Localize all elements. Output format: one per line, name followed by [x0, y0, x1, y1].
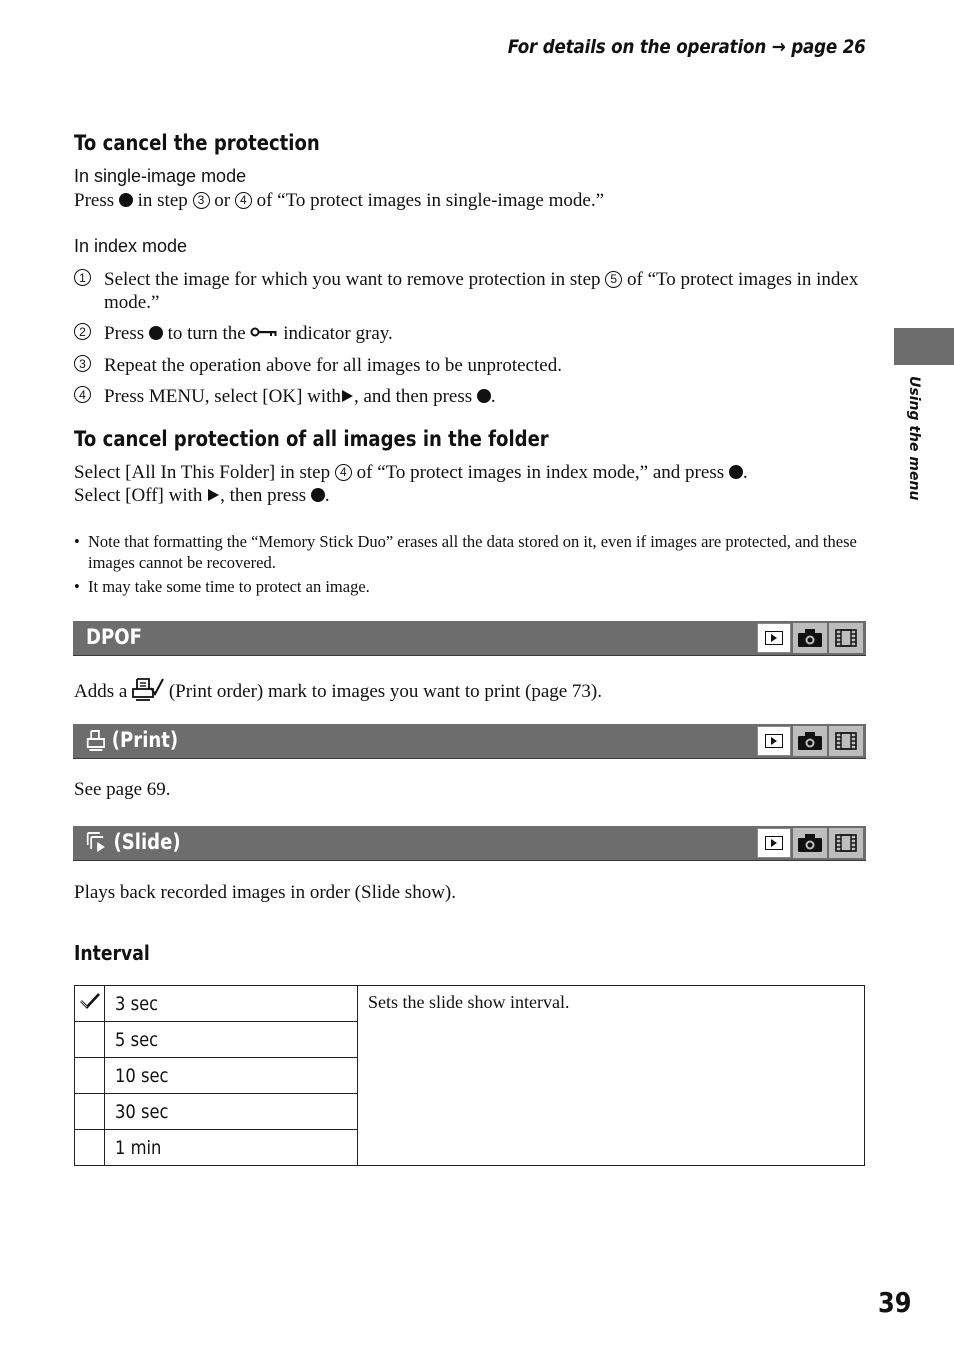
step-1: 1 Select the image for which you want to remove protection in step 5 of “To protect images in index mode.”: [74, 268, 864, 314]
cancel-all-line-2: Select [Off] with , then press .: [74, 485, 330, 506]
single-mode-text: Press in step 3 or 4 of “To protect images in single-image mode.”: [74, 190, 605, 211]
interval-option: 3 sec: [105, 986, 358, 1022]
step-number-icon: 2: [74, 323, 91, 340]
playback-mode-icon: [757, 828, 791, 858]
print-icon: [86, 729, 107, 751]
print-section-bar: [73, 724, 866, 759]
step-4: 4 Press MENU, select [OK] with , and then press .: [74, 385, 864, 408]
movie-mode-icon: [829, 828, 863, 858]
camera-mode-icon: [793, 623, 827, 653]
side-tab-marker: [894, 328, 954, 365]
step-number-icon: 3: [193, 192, 210, 209]
step-number-icon: 4: [335, 464, 352, 481]
interval-option: 5 sec: [105, 1022, 358, 1058]
playback-mode-icon: [757, 726, 791, 756]
camera-mode-icon: [793, 828, 827, 858]
default-check-cell: [75, 986, 105, 1022]
interval-option: 1 min: [105, 1130, 358, 1166]
table-row: [75, 986, 865, 1022]
page-number: 39: [878, 1286, 912, 1319]
default-check-icon: [79, 992, 101, 1010]
interval-heading: Interval: [74, 941, 150, 965]
center-button-icon: [149, 326, 163, 340]
step-number-icon: 4: [235, 192, 252, 209]
interval-table: [74, 985, 865, 1166]
center-button-icon: [477, 389, 491, 403]
slide-title: (Slide): [113, 830, 181, 854]
right-arrow-icon: [208, 489, 219, 501]
interval-option: 10 sec: [105, 1058, 358, 1094]
note-item: • It may take some time to protect an image.: [74, 577, 370, 596]
right-arrow-icon: [342, 390, 353, 402]
step-number-icon: 3: [74, 355, 91, 372]
running-header: For details on the operation → page 26: [508, 36, 866, 58]
side-tab-label: Using the menu: [906, 376, 922, 501]
cancel-all-line-1: Select [All In This Folder] in step 4 of “To protect images in index mode,” and press .: [74, 462, 748, 483]
print-title: (Print): [111, 728, 179, 752]
dpof-description: Adds a (Print order) mark to images you want to print (page 73).: [74, 676, 602, 703]
cancel-protection-heading: To cancel the protection: [74, 131, 320, 155]
slide-show-icon: [86, 831, 108, 853]
print-order-mark-icon: [132, 676, 164, 702]
interval-option: 30 sec: [105, 1094, 358, 1130]
slide-description: Plays back recorded images in order (Slide show).: [74, 882, 457, 903]
mode-indicators: [757, 726, 863, 756]
mode-indicators: [757, 828, 863, 858]
mode-indicators: [757, 623, 863, 653]
center-button-icon: [729, 465, 743, 479]
single-mode-label: In single-image mode: [74, 166, 247, 186]
step-number-icon: 4: [74, 386, 91, 403]
movie-mode-icon: [829, 726, 863, 756]
center-button-icon: [119, 193, 133, 207]
cancel-all-heading: To cancel protection of all images in the folder: [74, 427, 549, 451]
step-number-icon: 1: [74, 269, 91, 286]
interval-description: Sets the slide show interval.: [358, 986, 865, 1166]
slide-section-bar: [73, 826, 866, 861]
note-item: • Note that formatting the “Memory Stick Duo” erases all the data stored on it, even if images are protected, and these images cannot be recovered.: [74, 532, 857, 572]
dpof-title: DPOF: [86, 625, 142, 649]
playback-mode-icon: [757, 623, 791, 653]
camera-mode-icon: [793, 726, 827, 756]
step-number-icon: 5: [605, 271, 622, 288]
step-3: 3 Repeat the operation above for all images to be unprotected.: [74, 354, 864, 377]
print-description: See page 69.: [74, 779, 171, 800]
step-2: 2 Press to turn the indicator gray.: [74, 322, 864, 345]
dpof-section-bar: [73, 621, 866, 656]
protect-key-icon: [250, 326, 278, 338]
index-mode-label: In index mode: [74, 236, 188, 256]
center-button-icon: [311, 488, 325, 502]
movie-mode-icon: [829, 623, 863, 653]
